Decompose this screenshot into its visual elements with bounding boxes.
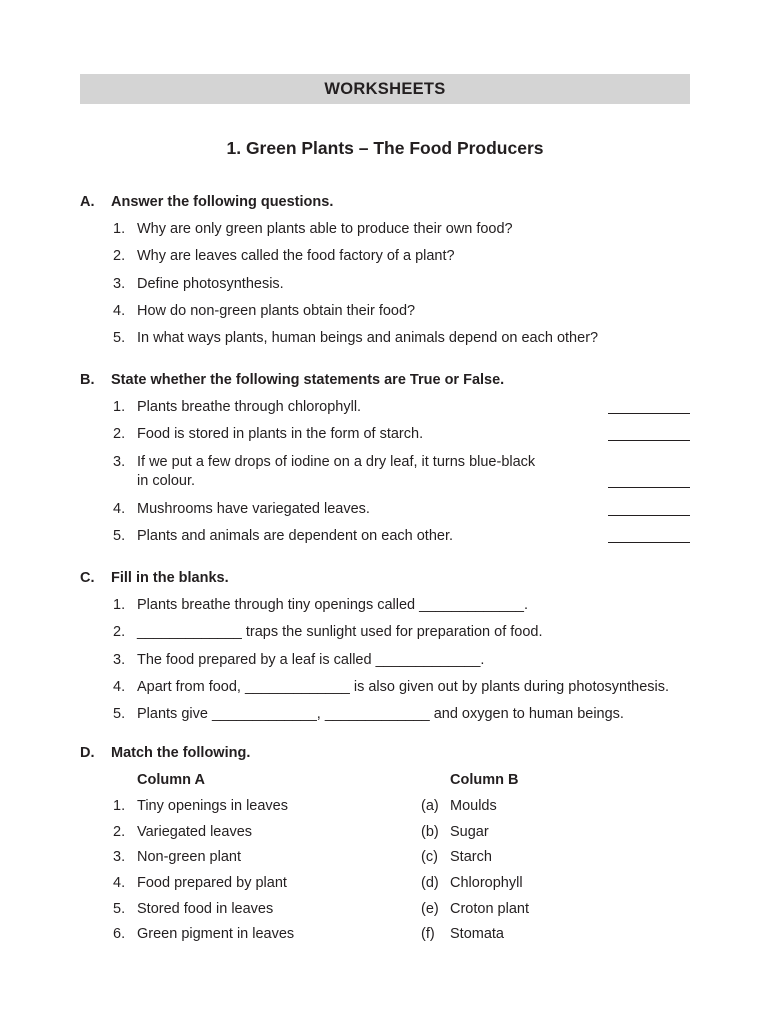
match-row: [80, 899, 690, 925]
question-number: 4.: [113, 302, 126, 319]
section-heading: Answer the following questions.: [111, 194, 334, 210]
worksheets-banner: WORKSHEETS: [80, 74, 690, 104]
answer-blank-line[interactable]: [608, 413, 690, 414]
statement-text: If we put a few drops of iodine on a dry leaf, it turns blue-black: [137, 453, 536, 470]
statement-text: Mushrooms have variegated leaves.: [137, 500, 370, 517]
question-number: 2.: [113, 426, 126, 443]
answer-blank-line[interactable]: [608, 487, 690, 488]
answer-blank-line[interactable]: [608, 440, 690, 441]
statement-text: Food is stored in plants in the form of starch.: [137, 426, 424, 443]
section-letter: C.: [80, 570, 95, 587]
section-heading: State whether the following statements are True or False.: [111, 372, 505, 389]
question-number: 5.: [113, 330, 126, 347]
column-b-item: Chlorophyll: [450, 875, 523, 892]
question-number: 2.: [113, 624, 126, 641]
section-d-header: [80, 743, 690, 763]
question-number: 5.: [113, 706, 126, 723]
chapter-title: 1. Green Plants – The Food Producers: [226, 138, 544, 158]
section-heading: Fill in the blanks.: [111, 570, 229, 587]
question-number: 1.: [113, 399, 126, 416]
section-b-header: [80, 370, 690, 390]
question-number: 1.: [113, 221, 126, 237]
fill-blank-text: Plants give _____________, _____________ and oxygen to human beings.: [137, 706, 624, 723]
true-false-item: [80, 452, 690, 499]
section-c: [80, 568, 690, 724]
section-letter: D.: [80, 745, 95, 762]
question-text: In what ways plants, human beings and animals depend on each other?: [137, 330, 599, 347]
statement-text: Plants and animals are dependent on each other.: [137, 528, 454, 545]
column-b-item: Sugar: [450, 823, 489, 840]
row-number: 2.: [113, 823, 126, 840]
question-item: [80, 219, 690, 246]
column-b-item: Croton plant: [450, 900, 529, 917]
statement-text: Plants breathe through chlorophyll.: [137, 399, 362, 416]
match-column-headers: [80, 770, 690, 796]
section-letter: A.: [80, 194, 95, 210]
fill-blank-item: [80, 704, 690, 724]
column-b-letter: (a): [421, 798, 439, 815]
row-number: 6.: [113, 926, 126, 943]
question-item: [80, 328, 690, 348]
column-b-letter: (e): [421, 900, 439, 917]
section-a: [80, 192, 690, 348]
column-a-item: Variegated leaves: [137, 823, 253, 840]
true-false-item: [80, 526, 690, 546]
question-text: Why are only green plants able to produce their own food?: [137, 221, 513, 237]
question-item: [80, 246, 690, 273]
question-item: [80, 301, 690, 328]
question-number: 5.: [113, 528, 126, 545]
section-d: [80, 743, 690, 950]
column-a-item: Non-green plant: [137, 849, 241, 866]
question-text: Why are leaves called the food factory of a plant?: [137, 248, 455, 265]
true-false-item: [80, 499, 690, 526]
column-b-letter: (d): [421, 875, 439, 892]
match-row: [80, 847, 690, 873]
match-row: [80, 796, 690, 822]
question-number: 4.: [113, 678, 126, 695]
statement-text-continued: in colour.: [137, 472, 196, 489]
match-row: [80, 873, 690, 899]
column-a-item: Green pigment in leaves: [137, 926, 295, 943]
fill-blank-text: Apart from food, _____________ is also given out by plants during photosynthesis.: [137, 678, 670, 695]
row-number: 4.: [113, 875, 126, 892]
question-item: [80, 274, 690, 301]
column-b-item: Moulds: [450, 798, 497, 815]
section-c-header: [80, 568, 690, 588]
true-false-item: [80, 397, 690, 424]
fill-blank-text: Plants breathe through tiny openings called _____________.: [137, 597, 528, 614]
answer-blank-line[interactable]: [608, 542, 690, 543]
section-heading: Match the following.: [111, 745, 251, 762]
fill-blank-item: [80, 595, 690, 622]
row-number: 5.: [113, 900, 126, 917]
question-text: Define photosynthesis.: [137, 275, 284, 292]
question-number: 3.: [113, 651, 126, 668]
fill-blank-item: [80, 622, 690, 649]
column-a-item: Stored food in leaves: [137, 900, 274, 917]
question-text: How do non-green plants obtain their food?: [137, 302, 416, 319]
fill-blank-item: [80, 677, 690, 704]
section-a-header: [80, 192, 690, 212]
answer-blank-line[interactable]: [608, 515, 690, 516]
column-b-letter: (b): [421, 823, 439, 840]
match-row: [80, 924, 690, 950]
section-letter: B.: [80, 372, 95, 389]
row-number: 3.: [113, 849, 126, 866]
question-number: 3.: [113, 453, 126, 470]
section-b: [80, 370, 690, 546]
column-a-item: Tiny openings in leaves: [137, 798, 288, 815]
question-number: 3.: [113, 275, 126, 292]
column-b-header: Column B: [450, 772, 519, 789]
column-b-letter: (c): [421, 849, 438, 866]
column-a-header: Column A: [137, 772, 205, 789]
row-number: 1.: [113, 798, 126, 815]
fill-blank-text: The food prepared by a leaf is called _____________.: [137, 651, 485, 668]
worksheet-page: [80, 74, 690, 950]
fill-blank-text: _____________ traps the sunlight used for preparation of food.: [137, 624, 543, 641]
column-b-item: Starch: [450, 849, 492, 866]
true-false-item: [80, 424, 690, 451]
question-number: 1.: [113, 597, 126, 614]
question-number: 4.: [113, 500, 126, 517]
column-b-letter: (f): [421, 926, 435, 943]
match-row: [80, 822, 690, 848]
fill-blank-item: [80, 650, 690, 677]
column-b-item: Stomata: [450, 926, 504, 943]
column-a-item: Food prepared by plant: [137, 875, 287, 892]
question-number: 2.: [113, 248, 126, 265]
